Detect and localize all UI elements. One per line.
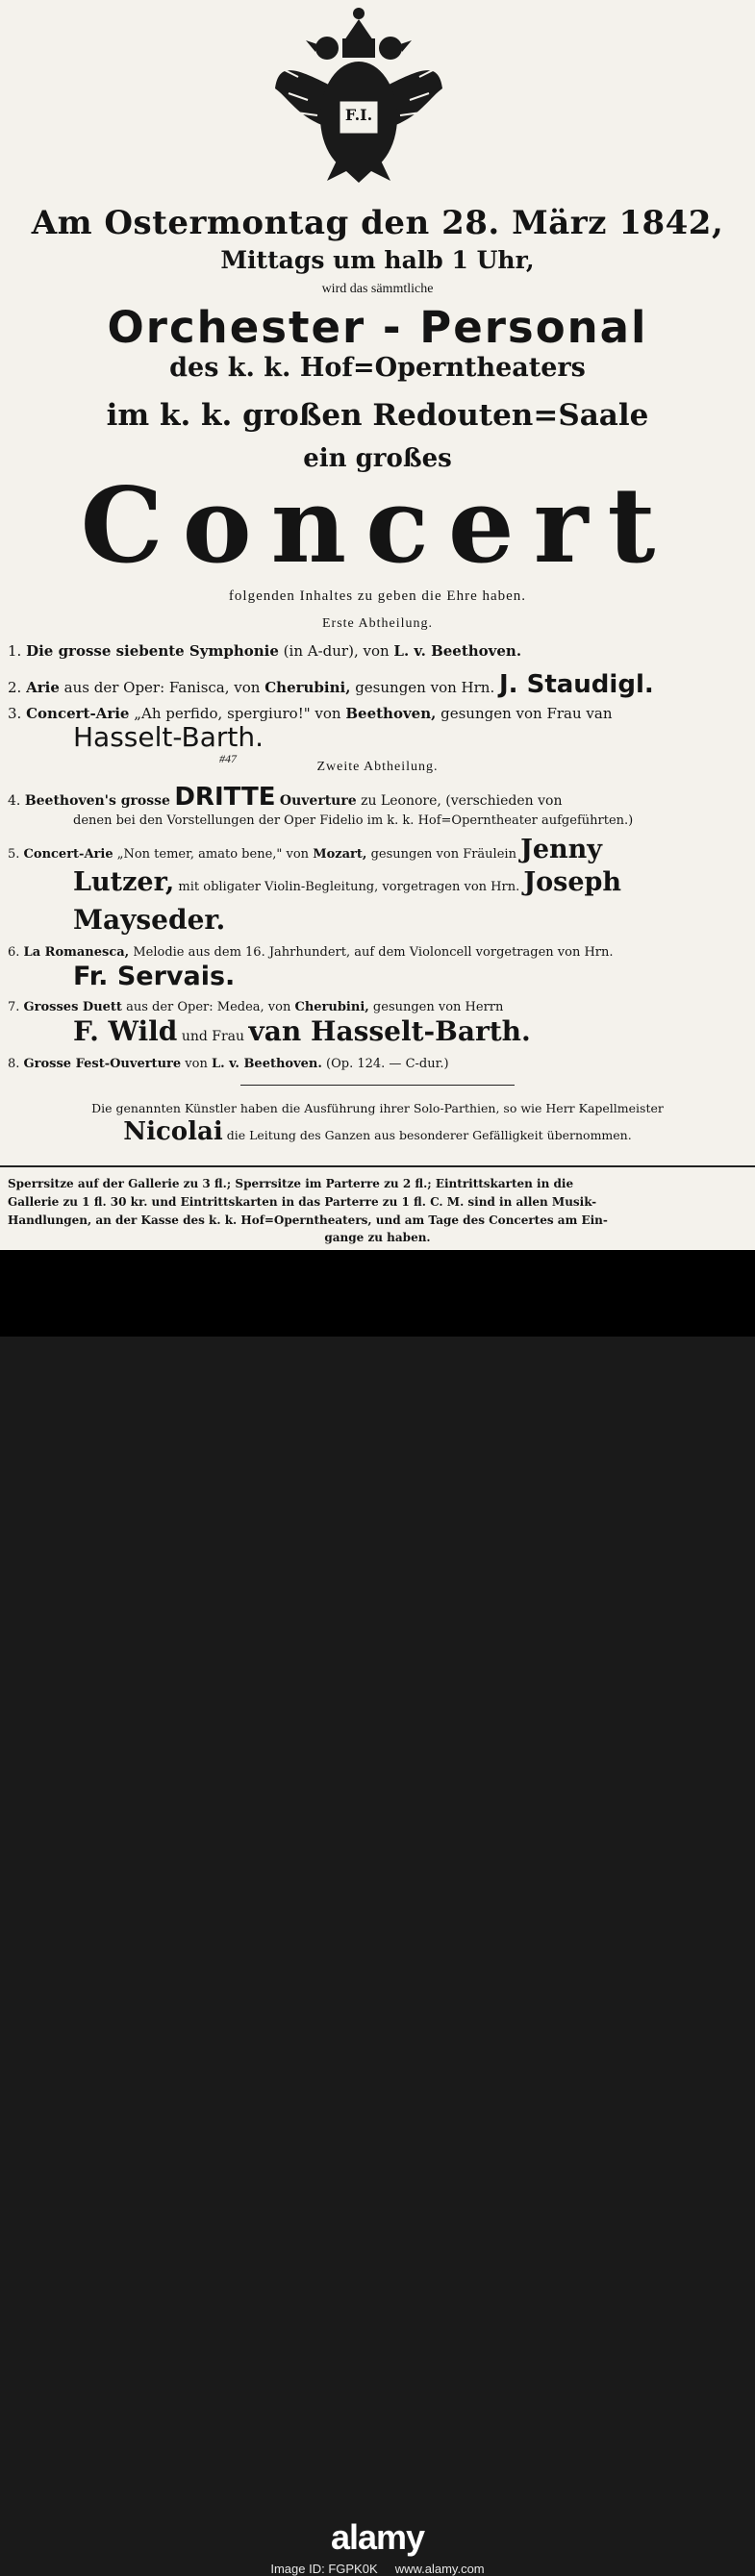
conductor-name: Nicolai [123, 1117, 223, 1146]
time-line: Mittags um halb 1 Uhr, [220, 246, 535, 274]
piece-title: Concert-Arie [23, 847, 113, 862]
performer-mayseder: Mayseder. [73, 904, 226, 936]
composer: Beethoven, [345, 705, 437, 722]
item-text: Melodie aus dem 16. Jahrhundert, auf dem Violoncell vorgetragen von Hrn. [129, 945, 614, 960]
item-text: und Frau [177, 1029, 249, 1044]
divider [240, 1085, 515, 1086]
composer: L. v. Beethoven. [393, 642, 522, 660]
image-id: Image ID: FGPK0K [270, 2562, 378, 2576]
imperial-eagle-emblem [269, 2, 448, 185]
ein-grosses: ein großes [303, 444, 452, 473]
performer-servais: Fr. Servais. [73, 962, 236, 991]
item-text: (Op. 124. — C-dur.) [321, 1057, 449, 1071]
part2-title: Zweite Abtheilung. [316, 760, 439, 774]
closing-text: die Leitung des Ganzen aus besonderer Gefälligkeit übernommen. [222, 1128, 632, 1142]
piece-title: Die grosse siebente Symphonie [26, 642, 279, 660]
item-text: gesungen von Hrn. [350, 679, 499, 696]
piece-title: Arie [26, 679, 60, 696]
item-text: gesungen von Herrn [368, 1000, 504, 1014]
composer: Cherubini, [294, 1000, 369, 1014]
piece-title-2: Ouverture [279, 793, 357, 809]
item-number: 1. [8, 642, 22, 660]
item-text: von [181, 1057, 212, 1071]
emblem-monogram: F.I. [344, 106, 373, 124]
item-number: 6. [8, 945, 20, 960]
handwritten-annotation: #47 [219, 752, 237, 765]
piece-title: La Romanesca, [23, 945, 130, 960]
program-item-7 [8, 1000, 503, 1014]
performer-wild: F. Wild [73, 1015, 178, 1047]
orchestra-title: Orchester - Personal [107, 302, 648, 353]
performer-lutzer: Lutzer, [73, 867, 175, 897]
program-item-1 [8, 642, 521, 660]
alamy-url: www.alamy.com [394, 2562, 485, 2576]
performer-hasselt-barth: Hasselt-Barth. [73, 721, 264, 753]
piece-title: Grosses Duett [23, 1000, 122, 1014]
item-text: aus der Oper: Fanisca, von [59, 679, 265, 696]
theatre-line: des k. k. Hof=Operntheaters [169, 353, 586, 383]
performer: Jenny [520, 835, 602, 864]
program-item-2 [8, 670, 654, 699]
divider [0, 1165, 755, 1167]
performer-joseph: Joseph [523, 867, 622, 897]
ticket-line-1: Sperrsitze auf der Gallerie zu 3 fl.; Sperrsitze im Parterre zu 2 fl.; Eintrittskarten in die [8, 1177, 574, 1190]
performer-hasselt: van Hasselt-Barth. [248, 1015, 531, 1047]
closing-line-1: Die genannten Künstler haben die Ausführung ihrer Solo-Parthien, so wie Herr Kapellmeister [91, 1101, 664, 1115]
composer: L. v. Beethoven. [211, 1057, 322, 1071]
date-line: Am Ostermontag den 28. März 1842, [31, 204, 724, 242]
alamy-logo: alamy [330, 2517, 425, 2557]
program-item-8 [8, 1057, 449, 1071]
concert-title: Concert [80, 465, 675, 587]
piece-title: Grosse Fest-Ouverture [23, 1057, 182, 1071]
intro-text: wird das sämmtliche [321, 282, 434, 296]
ticket-line-3: Handlungen, an der Kasse des k. k. Hof=Operntheaters, und am Tage des Concertes am Ein- [8, 1213, 608, 1227]
dritte-label: DRITTE [174, 783, 276, 812]
performer: J. Staudigl. [499, 670, 654, 699]
item-text: gesungen von Fräulein [366, 847, 521, 862]
ticket-line-2: Gallerie zu 1 fl. 30 kr. und Eintrittskarten in das Parterre zu 1 fl. C. M. sind in allen Musik- [8, 1195, 597, 1209]
program-item-5-cont [73, 867, 621, 897]
program-item-5 [8, 835, 602, 864]
watermark-footer [0, 1250, 755, 2576]
piece-title: Beethoven's grosse [24, 793, 170, 809]
program-item-4 [8, 783, 563, 812]
program-item-7-cont [73, 1015, 531, 1047]
composer: Cherubini, [264, 679, 351, 696]
concert-poster [0, 0, 755, 1250]
venue-line: im k. k. großen Redouten=Saale [106, 398, 649, 433]
item-number: 5. [8, 847, 20, 862]
item-number: 2. [8, 679, 22, 696]
item-text: (in A-dur), von [278, 642, 394, 660]
ticket-line-4: gange zu haben. [324, 1231, 431, 1244]
item-text: gesungen von Frau van [436, 705, 613, 722]
program-item-6 [8, 945, 614, 960]
item-text: aus der Oper: Medea, von [121, 1000, 295, 1014]
closing-line-2 [0, 1117, 755, 1146]
stock-id [0, 2562, 755, 2576]
subtitle: folgenden Inhaltes zu geben die Ehre haben. [228, 588, 527, 604]
part1-title: Erste Abtheilung. [322, 616, 433, 631]
item-text: „Ah perfido, spergiuro!" von [129, 705, 346, 722]
piece-title: Concert-Arie [26, 705, 130, 722]
item-number: 4. [8, 793, 21, 809]
item-text: „Non temer, amato bene," von [113, 847, 314, 862]
item-text: mit obligater Violin-Begleitung, vorgetragen von Hrn. [174, 880, 524, 894]
program-item-3 [8, 705, 612, 722]
item-text: zu Leonore, (verschieden von [356, 793, 563, 809]
item-number: 8. [8, 1057, 20, 1071]
composer: Mozart, [313, 847, 367, 862]
item-number: 7. [8, 1000, 20, 1014]
program-item-4-cont: denen bei den Vorstellungen der Oper Fidelio im k. k. Hof=Operntheater aufgeführten.) [73, 813, 634, 828]
item-number: 3. [8, 705, 22, 722]
